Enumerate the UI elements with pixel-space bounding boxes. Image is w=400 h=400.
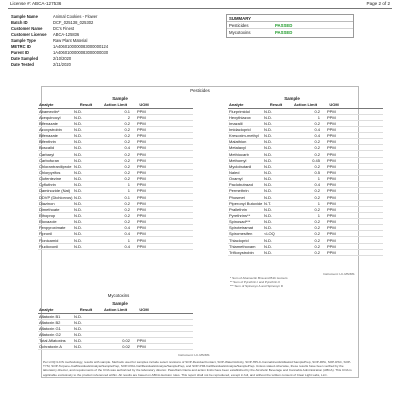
table-cell: Fludioxonil: [39, 243, 59, 249]
pesticides-right-group-title: Sample: [284, 96, 300, 101]
table-cell: N.D.: [264, 139, 272, 145]
mycotoxins-table: [38, 307, 193, 350]
column-header: Action Limit: [103, 307, 128, 313]
table-cell: N.D.: [74, 237, 82, 243]
table-cell: 1: [317, 200, 320, 206]
table-cell: Imazalil: [229, 120, 243, 126]
table-cell: N.D.: [74, 182, 82, 188]
table-cell: Methomyl: [229, 157, 247, 163]
table-cell: PPM: [327, 219, 336, 225]
table-cell: 0.2: [124, 200, 130, 206]
table-cell: Boscalid: [39, 145, 55, 151]
table-cell: 0.2: [314, 225, 320, 231]
table-cell: 0.2: [124, 163, 130, 169]
table-cell: Aflatoxin B2: [39, 319, 61, 325]
table-cell: 0.2: [314, 108, 320, 114]
table-cell: PPM: [327, 157, 336, 163]
table-cell: N.D.: [74, 219, 82, 225]
sample-info: [11, 14, 211, 67]
table-cell: N.D.: [264, 225, 272, 231]
column-header: Analyte: [39, 307, 54, 313]
footnote: *** Sum of Spinosyn A and Spinosyn D: [230, 284, 284, 288]
table-cell: Chlorantraniliprole: [39, 163, 72, 169]
table-cell: N.D.: [74, 145, 82, 151]
table-cell: 0.2: [124, 120, 130, 126]
table-cell: N.D.: [74, 338, 82, 344]
table-cell: 1: [317, 114, 320, 120]
table-cell: Kresoxim-methyl: [229, 133, 259, 139]
table-cell: Azoxystrobin: [39, 126, 62, 132]
column-header: Analyte: [229, 102, 244, 108]
table-cell: Paclobutrazol: [229, 182, 254, 188]
table-cell: Methiocarb: [229, 151, 249, 157]
table-cell: 1: [317, 176, 320, 182]
info-row: [11, 61, 211, 67]
table-cell: PPM: [137, 114, 146, 120]
column-header: UOM: [139, 307, 149, 313]
table-cell: 1: [317, 212, 320, 218]
table-cell: 0.2: [314, 151, 320, 157]
table-cell: PPM: [327, 194, 336, 200]
column-header: UOM: [329, 102, 339, 108]
table-cell: PPM: [137, 206, 146, 212]
table-cell: Chlorpyrifos: [39, 169, 61, 175]
license-number: License #: ABCA-127536: [10, 1, 62, 6]
table-cell: N.D.: [264, 145, 272, 151]
table-cell: 1: [127, 188, 130, 194]
table-cell: 0.2: [124, 126, 130, 132]
table-cell: 0.02: [122, 344, 130, 350]
info-value: DCF_025138_025302: [53, 20, 94, 26]
table-cell: PPM: [327, 200, 336, 206]
pesticides-method-note: Instrument: LC-MS/MS: [323, 272, 355, 276]
table-cell: 0.2: [314, 120, 320, 126]
table-cell: 0.2: [314, 206, 320, 212]
table-cell: PPM: [137, 200, 146, 206]
table-cell: PPM: [137, 108, 146, 114]
table-cell: PPM: [137, 182, 146, 188]
table-cell: 2: [127, 114, 130, 120]
table-cell: N.D.: [74, 325, 82, 331]
table-cell: Imidacloprid: [229, 126, 251, 132]
table-cell: PPM: [327, 206, 336, 212]
table-cell: 1: [127, 237, 130, 243]
info-value: 1A4060100000083000000124: [53, 43, 109, 49]
table-cell: N.D.: [74, 188, 82, 194]
table-cell: PPM: [137, 225, 146, 231]
table-cell: PPM: [137, 126, 146, 132]
info-label: Date Sampled: [11, 55, 39, 61]
table-cell: 0.2: [124, 212, 130, 218]
table-cell: PPM: [137, 231, 146, 237]
table-cell: PPM: [327, 176, 336, 182]
table-cell: N.D.: [74, 169, 82, 175]
status-badge: PASSED: [275, 22, 293, 28]
table-cell: PPM: [137, 243, 146, 249]
table-cell: N.D.: [74, 206, 82, 212]
mycotoxins-title: Mycotoxins: [107, 293, 130, 298]
table-row: [228, 250, 383, 256]
table-cell: PPM: [327, 231, 336, 237]
table-cell: N.D.: [74, 133, 82, 139]
footnote: ** Sum of Pyrethrin I and Pyrethrin II: [230, 280, 280, 284]
table-cell: 0.2: [314, 145, 320, 151]
table-cell: Aflatoxin G2: [39, 331, 61, 337]
table-cell: Phosmet: [229, 194, 245, 200]
page-header: [10, 1, 390, 8]
table-cell: Carbofuran: [39, 157, 60, 163]
table-cell: PPM: [137, 120, 146, 126]
table-cell: 0.1: [124, 108, 130, 114]
table-cell: PPM: [137, 133, 146, 139]
table-cell: N.D.: [264, 188, 272, 194]
footnote: * Sum of Abamectin B1a and B1b isomers: [230, 276, 288, 280]
table-cell: N.D.: [264, 206, 272, 212]
column-header: UOM: [139, 102, 149, 108]
table-cell: Diazinon: [39, 200, 55, 206]
table-cell: PPM: [327, 133, 336, 139]
table-cell: N.D.: [264, 176, 272, 182]
table-cell: N.D.: [74, 319, 82, 325]
table-cell: 0.4: [314, 126, 320, 132]
page-number: Page 2 of 2: [366, 1, 390, 6]
table-cell: N.D.: [264, 243, 272, 249]
table-cell: N.D.: [264, 212, 272, 218]
table-cell: 0.2: [314, 231, 320, 237]
table-cell: 0.4: [124, 243, 130, 249]
table-cell: 0.2: [314, 194, 320, 200]
table-cell: N.D.: [74, 212, 82, 218]
table-cell: PPM: [137, 188, 146, 194]
info-label: Date Tested: [11, 61, 34, 67]
column-header: Action Limit: [293, 102, 318, 108]
table-cell: N.D.: [264, 249, 272, 255]
info-label: Batch ID: [11, 20, 28, 26]
table-cell: 0.2: [124, 219, 130, 225]
table-cell: PPM: [137, 338, 146, 344]
table-cell: Fipronil: [39, 231, 53, 237]
table-cell: 0.2: [314, 237, 320, 243]
table-cell: N.D.: [264, 157, 272, 163]
table-cell: 0.4: [124, 231, 130, 237]
table-cell: DDVP (Dichlorvos): [39, 194, 73, 200]
table-cell: N.D.: [264, 126, 272, 132]
table-cell: Abamectin*: [39, 108, 60, 114]
table-cell: 0.2: [124, 176, 130, 182]
table-cell: PPM: [327, 182, 336, 188]
table-cell: N.D.: [264, 219, 272, 225]
table-cell: N.D.: [74, 163, 82, 169]
table-cell: Bifenthrin: [39, 139, 56, 145]
pesticides-table-left: [38, 102, 193, 250]
table-cell: N.D.: [264, 114, 272, 120]
table-cell: 0.1: [124, 194, 130, 200]
pesticides-title: Pesticides: [190, 88, 210, 93]
table-cell: Dimethoate: [39, 206, 60, 212]
table-cell: Myclobutanil: [229, 163, 252, 169]
table-cell: N.D.: [74, 139, 82, 145]
info-value: ABCA-125836: [53, 32, 80, 38]
table-cell: N.D.: [74, 225, 82, 231]
table-cell: <LOQ: [264, 231, 275, 237]
table-cell: PPM: [327, 108, 336, 114]
table-cell: PPM: [327, 163, 336, 169]
info-label: Customer License: [11, 32, 47, 38]
pesticides-left-group-title: Sample: [112, 96, 128, 101]
table-cell: PPM: [137, 194, 146, 200]
table-cell: PPM: [137, 237, 146, 243]
table-cell: Permethrin: [229, 188, 249, 194]
table-cell: Spirotetramat: [229, 225, 254, 231]
table-cell: Trifloxystrobin: [229, 249, 254, 255]
table-cell: N.D.: [74, 243, 82, 249]
table-cell: PPM: [327, 151, 336, 157]
info-value: 2/11/2020: [53, 61, 71, 67]
column-header: Analyte: [39, 102, 54, 108]
info-label: METRC ID: [11, 43, 31, 49]
table-cell: PPM: [137, 176, 146, 182]
table-cell: PPM: [327, 188, 336, 194]
info-label: Sample Name: [11, 14, 38, 20]
info-label: Sample Type: [11, 38, 36, 43]
table-cell: N.D.: [74, 331, 82, 337]
table-cell: PPM: [137, 344, 146, 350]
table-cell: N.D.: [74, 176, 82, 182]
table-cell: PPM: [327, 237, 336, 243]
table-cell: Aflatoxin B1: [39, 313, 61, 319]
table-cell: 0.2: [124, 157, 130, 163]
column-header: Result: [269, 102, 283, 108]
pesticides-table-right: [228, 102, 383, 256]
table-cell: N.D.: [264, 194, 272, 200]
table-cell: Flurprimidol: [229, 108, 250, 114]
table-cell: Carbaryl: [39, 151, 55, 157]
table-cell: Spiromesifen: [229, 231, 253, 237]
table-cell: 0.2: [314, 219, 320, 225]
table-cell: Oxamyl: [229, 176, 243, 182]
table-cell: PPM: [327, 126, 336, 132]
table-cell: Metalaxyl: [229, 145, 246, 151]
pesticides-footnotes: [230, 276, 288, 288]
table-cell: 0.2: [314, 139, 320, 145]
table-cell: Ethoprop: [39, 212, 56, 218]
table-cell: N.D.: [74, 231, 82, 237]
table-cell: Clofentezine: [39, 176, 62, 182]
info-value: Raw Plant Material: [53, 38, 88, 43]
table-cell: Aflatoxin G1: [39, 325, 61, 331]
table-cell: Malathion: [229, 139, 247, 145]
status-badge: PASSED: [275, 30, 293, 35]
table-cell: 0.2: [124, 151, 130, 157]
table-cell: N.D.: [264, 163, 272, 169]
header-rule: [8, 8, 392, 9]
info-value: DC's Finest: [53, 26, 75, 32]
table-cell: N.D.: [74, 313, 82, 319]
table-cell: 0.2: [314, 188, 320, 194]
column-header: Action Limit: [103, 102, 128, 108]
table-cell: PPM: [327, 249, 336, 255]
table-cell: PPM: [327, 225, 336, 231]
table-cell: 0.4: [314, 133, 320, 139]
table-cell: PPM: [327, 114, 336, 120]
info-value: 2/10/2020: [53, 55, 72, 61]
table-cell: 0.2: [124, 139, 130, 145]
info-label: Parent ID: [11, 49, 29, 55]
table-cell: Thiacloprid: [229, 237, 249, 243]
table-cell: N.D.: [74, 114, 82, 120]
table-cell: N.D.: [74, 108, 82, 114]
table-cell: Cyfluthrin: [39, 182, 56, 188]
table-cell: N.D.: [264, 151, 272, 157]
summary-box: [226, 14, 354, 38]
table-cell: N.D.: [264, 133, 272, 139]
table-cell: N.D.: [74, 194, 82, 200]
table-cell: N.D.: [74, 151, 82, 157]
summary-row-pesticides: Pesticides PASSED: [227, 22, 353, 29]
table-cell: N.D.: [74, 344, 82, 350]
table-cell: Daminozide (Nat): [39, 188, 71, 194]
table-cell: Bifenazate: [39, 133, 58, 139]
summary-title: SUMMARY: [227, 15, 353, 22]
table-cell: Bifenazate: [39, 120, 58, 126]
table-cell: N.D.: [74, 157, 82, 163]
table-row: [38, 344, 193, 350]
table-cell: PPM: [137, 145, 146, 151]
table-cell: PPM: [137, 151, 146, 157]
table-cell: 0.2: [124, 169, 130, 175]
table-cell: 0.2: [314, 243, 320, 249]
table-cell: PPM: [327, 212, 336, 218]
table-cell: PPM: [327, 243, 336, 249]
table-cell: 1: [127, 182, 130, 188]
table-cell: Hexythiazox: [229, 114, 251, 120]
table-cell: Acequinocyl: [39, 114, 61, 120]
table-cell: 0.2: [314, 249, 320, 255]
table-cell: N.D.: [74, 126, 82, 132]
table-cell: N.D.: [264, 120, 272, 126]
table-cell: Spinosad***: [229, 219, 251, 225]
table-cell: Thiamethoxam: [229, 243, 256, 249]
table-cell: PPM: [137, 139, 146, 145]
table-cell: Pyrethrins**: [229, 212, 251, 218]
table-cell: 0.02: [122, 338, 130, 344]
table-cell: 0.45: [312, 157, 320, 163]
table-row: [38, 244, 193, 250]
table-cell: 0.5: [314, 169, 320, 175]
table-cell: Ochratoxin A: [39, 344, 62, 350]
table-cell: PPM: [137, 163, 146, 169]
table-cell: PPM: [327, 120, 336, 126]
summary-row-mycotoxins: Mycotoxins PASSED: [229, 30, 293, 35]
table-cell: PPM: [137, 169, 146, 175]
table-cell: N.D.: [264, 169, 272, 175]
table-cell: PPM: [137, 212, 146, 218]
table-cell: PPM: [327, 145, 336, 151]
table-cell: N.D.: [264, 182, 272, 188]
mycotoxins-group-title: Sample: [112, 301, 128, 306]
table-cell: Naled: [229, 169, 240, 175]
table-cell: Piperonyl Butoxide: [229, 200, 263, 206]
table-cell: N.T.: [264, 200, 272, 206]
table-cell: N.D.: [264, 108, 272, 114]
table-cell: Etoxazole: [39, 219, 57, 225]
table-cell: 0.2: [124, 206, 130, 212]
column-header: Result: [79, 102, 93, 108]
table-cell: Prallethrin: [229, 206, 248, 212]
column-header: Result: [79, 307, 93, 313]
mycotoxins-method-note: Instrument: LC-MS/MS: [178, 353, 210, 357]
table-cell: 0.4: [314, 182, 320, 188]
info-value: Animal Cookies - Flower: [53, 14, 98, 20]
legal-disclaimer: Per LOQ=LC/S methodology, results with sample. Methods used for samples include select revisions of SOP-Residue/Contact, SOP-Water/Activity, SOP-HPLC-Cannabinoids/Alkaloid SamplePrep, SOP-RPA, SOP-RSC, SOP-TYM, SOP-Terpene-Cal/Residuals/Analyte/SamplePrep, SOP-ROA-Cal/Residuals/Analyte/SamplePrep, and SOP-PIM-Cal/Residuals/Analyte/SamplePrep. Unless stated otherwise, these results have been verified by the laboratory director, and requirements of the COA was authorized by the laboratory director. Pass/Fail criteria and action limits have been established by the Alcoholic Beverage and Cannabis Administration (ABCA). This COA is applicable exclusively to the product referenced within. All results are based on ABCA decision rules. This report shall not be reproduced, except in full, and without the written consent of Clear Light Labs, LLC.: [43, 360, 352, 377]
table-cell: PPM: [137, 219, 146, 225]
table-cell: N.D.: [74, 120, 82, 126]
table-cell: Fenpyroximate: [39, 225, 66, 231]
table-cell: PPM: [327, 169, 336, 175]
table-cell: 0.4: [124, 225, 130, 231]
table-cell: 0.4: [124, 145, 130, 151]
table-cell: PPM: [327, 139, 336, 145]
table-cell: N.D.: [264, 237, 272, 243]
info-value: 1A4060100000083000000030: [53, 49, 109, 55]
table-cell: 0.2: [314, 163, 320, 169]
table-cell: Flonicamid: [39, 237, 59, 243]
table-cell: PPM: [137, 157, 146, 163]
table-cell: 0.2: [124, 133, 130, 139]
table-cell: N.D.: [74, 200, 82, 206]
table-cell: Total Aflatoxins: [39, 338, 66, 344]
info-label: Customer Name: [11, 26, 43, 32]
